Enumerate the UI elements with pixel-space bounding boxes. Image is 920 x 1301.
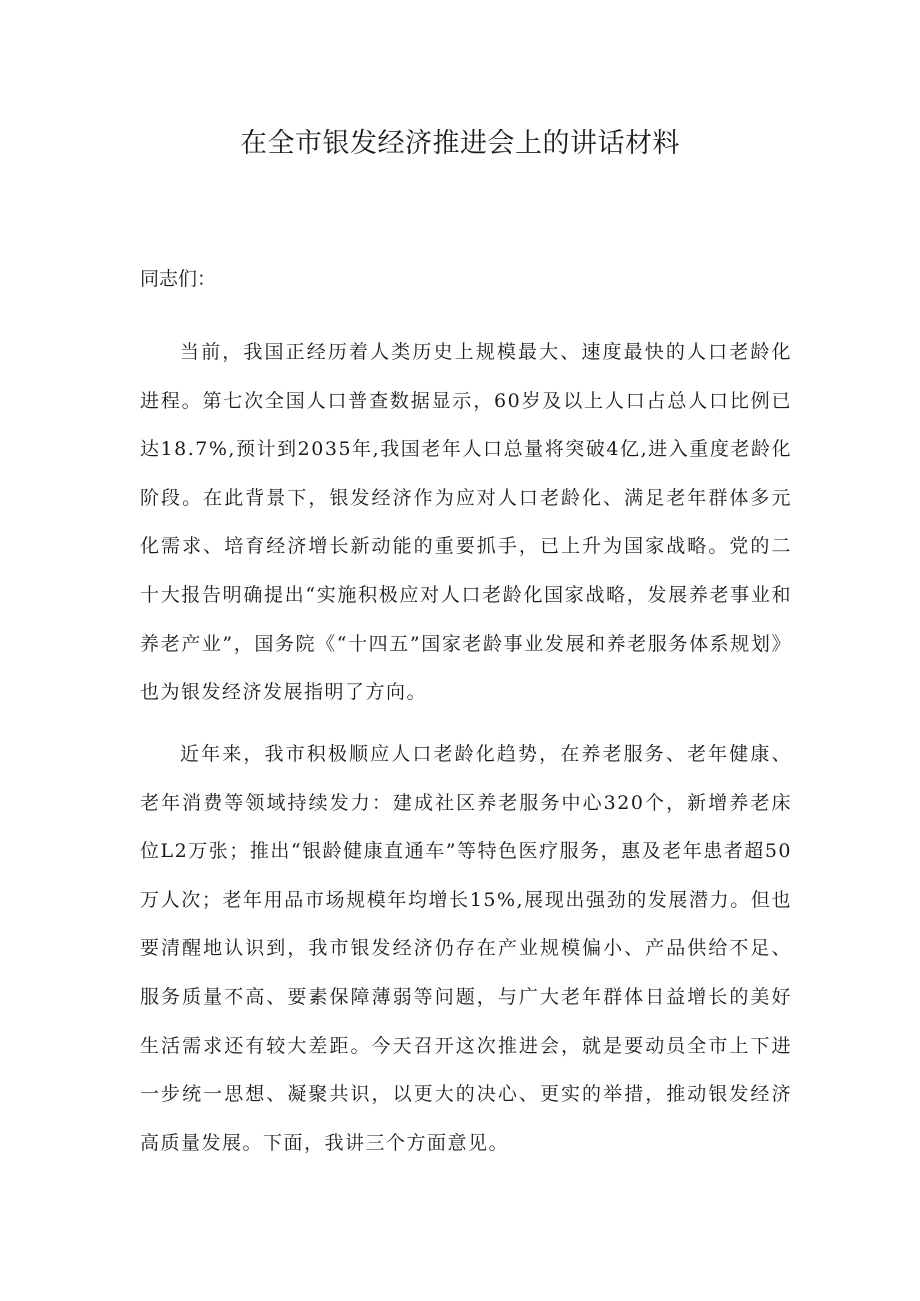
salutation: 同志们： (140, 268, 217, 290)
paragraph-progress: 近年来，我市积极顺应人口老龄化趋势，在养老服务、老年健康、老年消费等领域持续发力：建成社区养老服务中心320个，新增养老床位L2万张；推出“银龄健康直通车”等特色医疗服务，惠及老年患者超50万人次；老年用品市场规模年均增长15%,展现出强劲的发展潜力。但也要清醒地认识到，我市银发经济仍存在产业规模偏小、产品供给不足、服务质量不高、要素保障薄弱等问题，与广大老年群体日益增长的美好生活需求还有较大差距。今天召开这次推进会，就是要动员全市上下进一步统一思想、凝聚共识，以更大的决心、更实的举措，推动银发经济高质量发展。下面，我讲三个方面意见。 (140, 743, 792, 1154)
paragraph-intro: 当前，我国正经历着人类历史上规模最大、速度最快的人口老龄化进程。第七次全国人口普查数据显示，60岁及以上人口占总人口比例已达18.7%,预计到2035年,我国老年人口总量将突破4亿,进入重度老龄化阶段。在此背景下，银发经济作为应对人口老龄化、满足老年群体多元化需求、培育经济增长新动能的重要抓手，已上升为国家战略。党的二十大报告明确提出“实施积极应对人口老龄化国家战略，发展养老事业和养老产业”，国务院《“十四五”国家老龄事业发展和养老服务体系规划》也为银发经济发展指明了方向。 (140, 341, 792, 704)
page-title: 在全市银发经济推进会上的讲话材料 (240, 128, 680, 159)
